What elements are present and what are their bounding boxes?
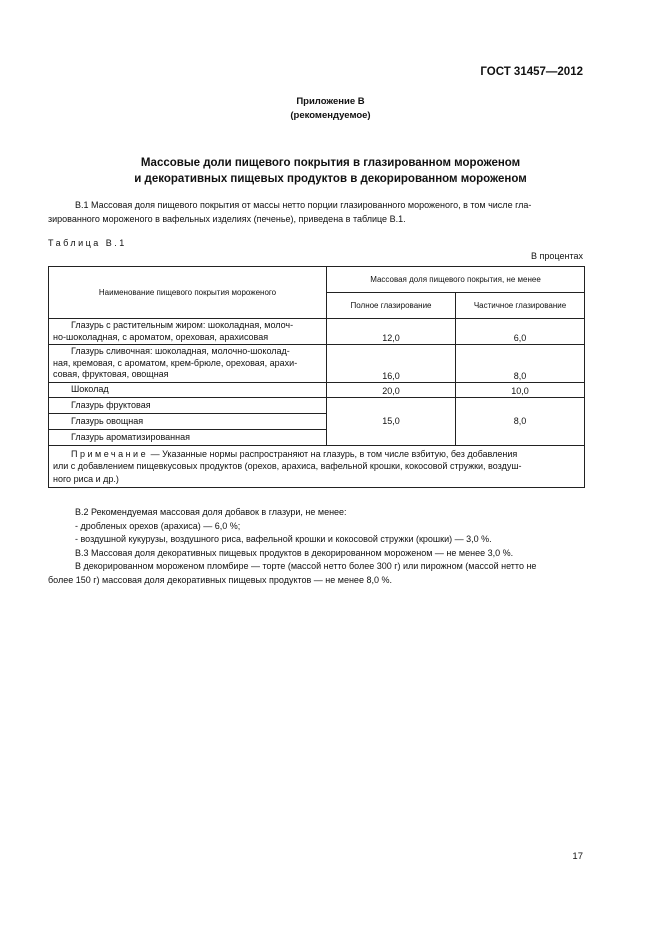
row-name: Шоколад — [49, 382, 327, 397]
table-row — [49, 397, 585, 413]
row-full-value: 20,0 — [327, 382, 456, 397]
row-name: Глазурь овощная — [49, 413, 327, 429]
row-name: Глазурь ароматизированная — [49, 429, 327, 445]
row-name-line: Глазурь с растительным жиром: шоколадная, молоч- — [71, 320, 294, 330]
clause-b3-line2: более 150 г) массовая доля декоративных пищевых продуктов — не менее 8,0 %. — [48, 574, 392, 585]
note-line3: ного риса и др.) — [53, 473, 119, 484]
table-label: Таблица В.1 — [48, 238, 127, 248]
note-text: — Указанные нормы распространяют на глазурь, в том числе взбитую, без добавления — [148, 448, 518, 459]
note-line2: или с добавлением пищевкусовых продуктов (орехов, арахиса, вафельной крошки, кокосовой стружки, воздуш- — [53, 461, 522, 471]
section-title-line2: и декоративных пищевых продуктов в декорированном мороженом — [134, 173, 527, 185]
clause-b2-item-b: - воздушной кукурузы, воздушного риса, вафельной крошки и кокосовой стружки (крошки) — 3,0 %. — [75, 534, 492, 544]
row-name-line: совая, фруктовая, овощная — [53, 369, 169, 379]
clause-b3: В.3 Массовая доля декоративных пищевых продуктов в декорированном мороженом — не менее 3,0 %. — [75, 547, 514, 558]
table-note-row — [49, 445, 585, 488]
clause-b2: В.2 Рекомендуемая массовая доля добавок в глазури, не менее: — [75, 507, 347, 517]
merged-full-value: 15,0 — [327, 397, 456, 445]
clause-b2-item-a: - дробленых орехов (арахиса) — 6,0 %; — [75, 520, 241, 531]
row-partial-value: 8,0 — [456, 345, 585, 383]
row-name — [49, 319, 327, 345]
row-full-value: 16,0 — [327, 345, 456, 383]
page-number: 17 — [572, 851, 583, 862]
section-title-line1: Массовые доли пищевого покрытия в глазированном мороженом — [140, 157, 521, 169]
intro-paragraph — [48, 199, 584, 226]
intro-line2: зированного мороженого в вафельных изделиях (печенье), приведена в таблице В.1. — [48, 213, 406, 224]
row-partial-value: 6,0 — [456, 319, 585, 345]
body-paragraphs — [48, 506, 584, 587]
standard-number: ГОСТ 31457—2012 — [480, 66, 583, 78]
row-name-line: ная, кремовая, с ароматом, крем-брюле, ореховая, арахи- — [53, 357, 298, 368]
appendix-subtitle: (рекомендуемое) — [290, 110, 371, 121]
row-full-value: 12,0 — [327, 319, 456, 345]
coating-table — [48, 266, 585, 488]
col-full-header: Полное глазирование — [327, 293, 456, 319]
merged-partial-value: 8,0 — [456, 397, 585, 445]
appendix-title: Приложение В — [296, 96, 365, 107]
note-label: Примечание — [71, 448, 149, 459]
intro-line1: В.1 Массовая доля пищевого покрытия от массы нетто порции глазированного мороженого, в том числе гла- — [75, 200, 532, 210]
col-name-header: Наименование пищевого покрытия мороженого — [49, 267, 327, 319]
row-partial-value: 10,0 — [456, 382, 585, 397]
table-row — [49, 382, 585, 397]
row-name: Глазурь фруктовая — [49, 397, 327, 413]
table-units: В процентах — [531, 251, 583, 261]
col-group-header: Массовая доля пищевого покрытия, не менее — [327, 267, 585, 293]
table-header-row — [49, 267, 585, 293]
table-row — [49, 345, 585, 383]
table-row — [49, 319, 585, 345]
note-line1 — [53, 448, 580, 461]
row-name-line: но-шоколадная, с ароматом, ореховая, арахисовая — [53, 331, 269, 342]
col-partial-header: Частичное глазирование — [456, 293, 585, 319]
clause-b3-line1: В декорированном мороженом пломбире — торте (массой нетто более 300 г) или пирожном (массой нетто не — [75, 561, 537, 571]
row-name — [49, 345, 327, 383]
table-note — [49, 445, 585, 488]
row-name-line: Глазурь сливочная: шоколадная, молочно-шоколад- — [71, 346, 290, 356]
